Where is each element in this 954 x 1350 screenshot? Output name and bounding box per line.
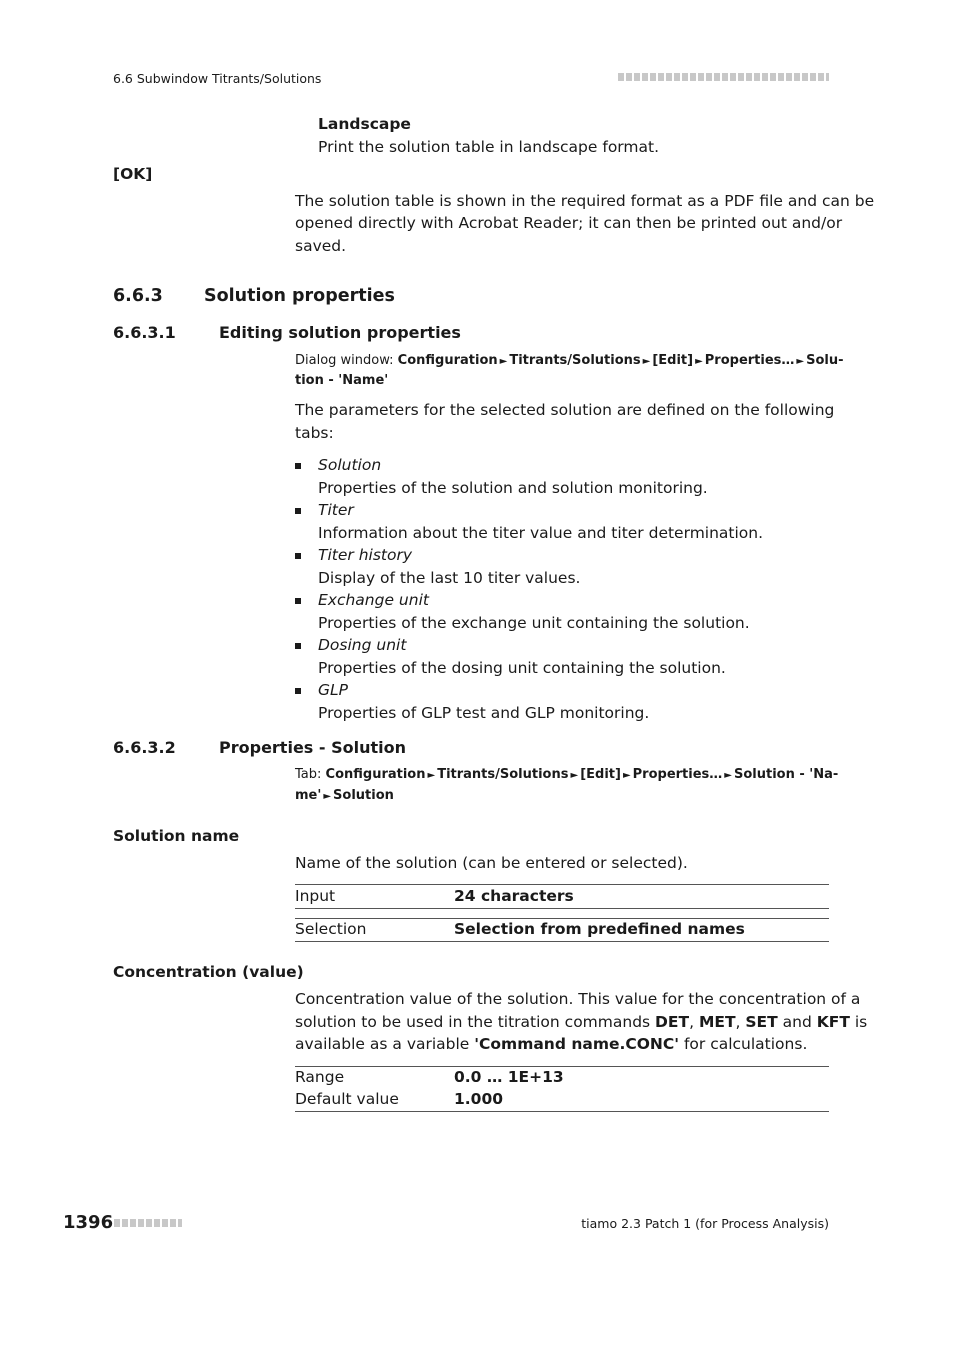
- landscape-desc: Print the solution table in landscape format.: [318, 138, 659, 156]
- section-heading-6-6-3-1: [113, 323, 613, 345]
- param-value: 1.000: [454, 1090, 504, 1108]
- bullet-icon: [295, 553, 301, 559]
- list-item: [295, 454, 835, 499]
- concentration-line2: [295, 1011, 867, 1034]
- table-rule: [295, 941, 829, 942]
- arrow-right-icon: ►: [499, 356, 508, 367]
- bullet-icon: [295, 463, 301, 469]
- path-item: Configuration: [397, 353, 498, 368]
- tab-name: Exchange unit: [318, 591, 429, 609]
- arrow-right-icon: ►: [622, 770, 631, 781]
- tab-desc: Display of the last 10 titer values.: [318, 568, 581, 587]
- dialog-path-line1: [295, 351, 844, 372]
- section-title: Solution properties: [204, 286, 395, 306]
- path-prefix: Tab:: [295, 767, 326, 782]
- arrow-right-icon: ►: [724, 770, 732, 781]
- table-row: [295, 1066, 829, 1088]
- concentration-table: [295, 1066, 829, 1110]
- command-met: MET: [698, 1013, 736, 1031]
- table-row: [295, 885, 829, 908]
- tab-desc: Information about the titer value and titer determination.: [318, 523, 764, 542]
- landscape-title: Landscape: [318, 115, 411, 133]
- bullet-icon: [295, 643, 301, 649]
- list-item: [295, 499, 835, 544]
- tab-desc: Properties of the dosing unit containing the solution.: [318, 658, 726, 677]
- path-item: Solution: [333, 788, 394, 803]
- table-rule: [295, 908, 829, 909]
- tab-desc: Properties of the solution and solution monitoring.: [318, 478, 708, 497]
- table-row: [295, 918, 829, 941]
- text: ,: [689, 1013, 699, 1031]
- list-item: [295, 634, 835, 679]
- path-item: Titrants/Solutions: [509, 353, 641, 368]
- solution-name-title: Solution name: [113, 827, 240, 845]
- bullet-icon: [295, 598, 301, 604]
- text: and: [777, 1013, 817, 1031]
- section-number: 6.6.3.2: [113, 738, 176, 757]
- table-row: [295, 1088, 829, 1110]
- param-value: Selection from predefined names: [454, 920, 745, 938]
- path-item: [Edit]: [652, 353, 694, 368]
- text: available as a variable: [295, 1035, 475, 1053]
- param-key: Default value: [295, 1090, 399, 1108]
- section-heading-6-6-3-2: [113, 738, 613, 760]
- list-item: [295, 589, 835, 634]
- arrow-right-icon: ►: [642, 356, 651, 367]
- param-value: 24 characters: [454, 887, 574, 905]
- section-number: 6.6.3: [113, 286, 163, 306]
- variable-name: 'Command name.CONC': [474, 1035, 680, 1053]
- arrow-right-icon: ►: [427, 770, 436, 781]
- concentration-line1: Concentration value of the solution. This value for the concentration of a: [295, 990, 861, 1008]
- param-key: Range: [295, 1068, 345, 1086]
- list-item: [295, 544, 835, 589]
- command-set: SET: [745, 1013, 778, 1031]
- path-item: Configuration: [325, 767, 426, 782]
- text: ,: [735, 1013, 746, 1031]
- ok-desc-line3: saved.: [295, 237, 347, 255]
- solution-name-table-2: [295, 918, 829, 941]
- page-number: 1396: [63, 1212, 114, 1233]
- param-key: Selection: [295, 920, 367, 938]
- param-value: 0.0 … 1E+13: [454, 1068, 564, 1086]
- solution-name-table: [295, 885, 829, 908]
- concentration-line3: [295, 1033, 807, 1056]
- tab-path-line1: [295, 765, 838, 786]
- section-title: Editing solution properties: [219, 323, 461, 342]
- command-kft: KFT: [816, 1013, 850, 1031]
- arrow-right-icon: ►: [323, 791, 332, 802]
- path-item: me': [295, 788, 322, 803]
- intro-line2: tabs:: [295, 424, 334, 442]
- path-item: Solution - 'Na-: [733, 767, 839, 782]
- tab-desc: Properties of the exchange unit containing the solution.: [318, 613, 750, 632]
- solution-name-desc: Name of the solution (can be entered or selected).: [295, 854, 688, 872]
- text: solution to be used in the titration commands: [295, 1013, 656, 1031]
- ok-label: [OK]: [113, 165, 153, 183]
- bullet-icon: [295, 688, 301, 694]
- ok-desc-line1: The solution table is shown in the required format as a PDF file and can be: [295, 192, 875, 210]
- path-item: Titrants/Solutions: [437, 767, 569, 782]
- tab-path-line2: [295, 786, 394, 807]
- command-det: DET: [655, 1013, 690, 1031]
- tabs-list: [295, 454, 835, 724]
- tab-desc: Properties of GLP test and GLP monitoring.: [318, 703, 650, 722]
- tab-name: Solution: [318, 456, 382, 474]
- text: is: [849, 1013, 868, 1031]
- ok-desc-line2: opened directly with Acrobat Reader; it can then be printed out and/or: [295, 214, 843, 232]
- path-prefix: Dialog window:: [295, 353, 398, 368]
- tab-name: Dosing unit: [318, 636, 407, 654]
- arrow-right-icon: ►: [796, 356, 805, 367]
- section-heading-6-6-3: [113, 286, 513, 310]
- path-item: [Edit]: [580, 767, 621, 782]
- bullet-icon: [295, 508, 301, 514]
- concentration-title: Concentration (value): [113, 963, 304, 981]
- section-title: Properties - Solution: [219, 738, 406, 757]
- tab-name: GLP: [318, 681, 348, 699]
- header-decoration: [618, 73, 829, 81]
- list-item: [295, 679, 835, 724]
- intro-line1: The parameters for the selected solution are defined on the following: [295, 401, 835, 419]
- arrow-right-icon: ►: [570, 770, 579, 781]
- arrow-right-icon: ►: [695, 356, 703, 367]
- tab-name: Titer history: [318, 546, 412, 564]
- dialog-path-line2: tion - 'Name': [295, 373, 389, 388]
- product-name: tiamo 2.3 Patch 1 (for Process Analysis): [581, 1216, 829, 1231]
- tab-name: Titer: [318, 501, 354, 519]
- running-header: 6.6 Subwindow Titrants/Solutions: [113, 71, 322, 86]
- path-item: Properties…: [704, 353, 795, 368]
- section-number: 6.6.3.1: [113, 323, 176, 342]
- footer-decoration: [114, 1219, 182, 1227]
- text: for calculations.: [679, 1035, 808, 1053]
- path-item: Properties…: [632, 767, 723, 782]
- path-item: Solu-: [806, 353, 844, 368]
- param-key: Input: [295, 887, 336, 905]
- table-rule: [295, 1111, 829, 1112]
